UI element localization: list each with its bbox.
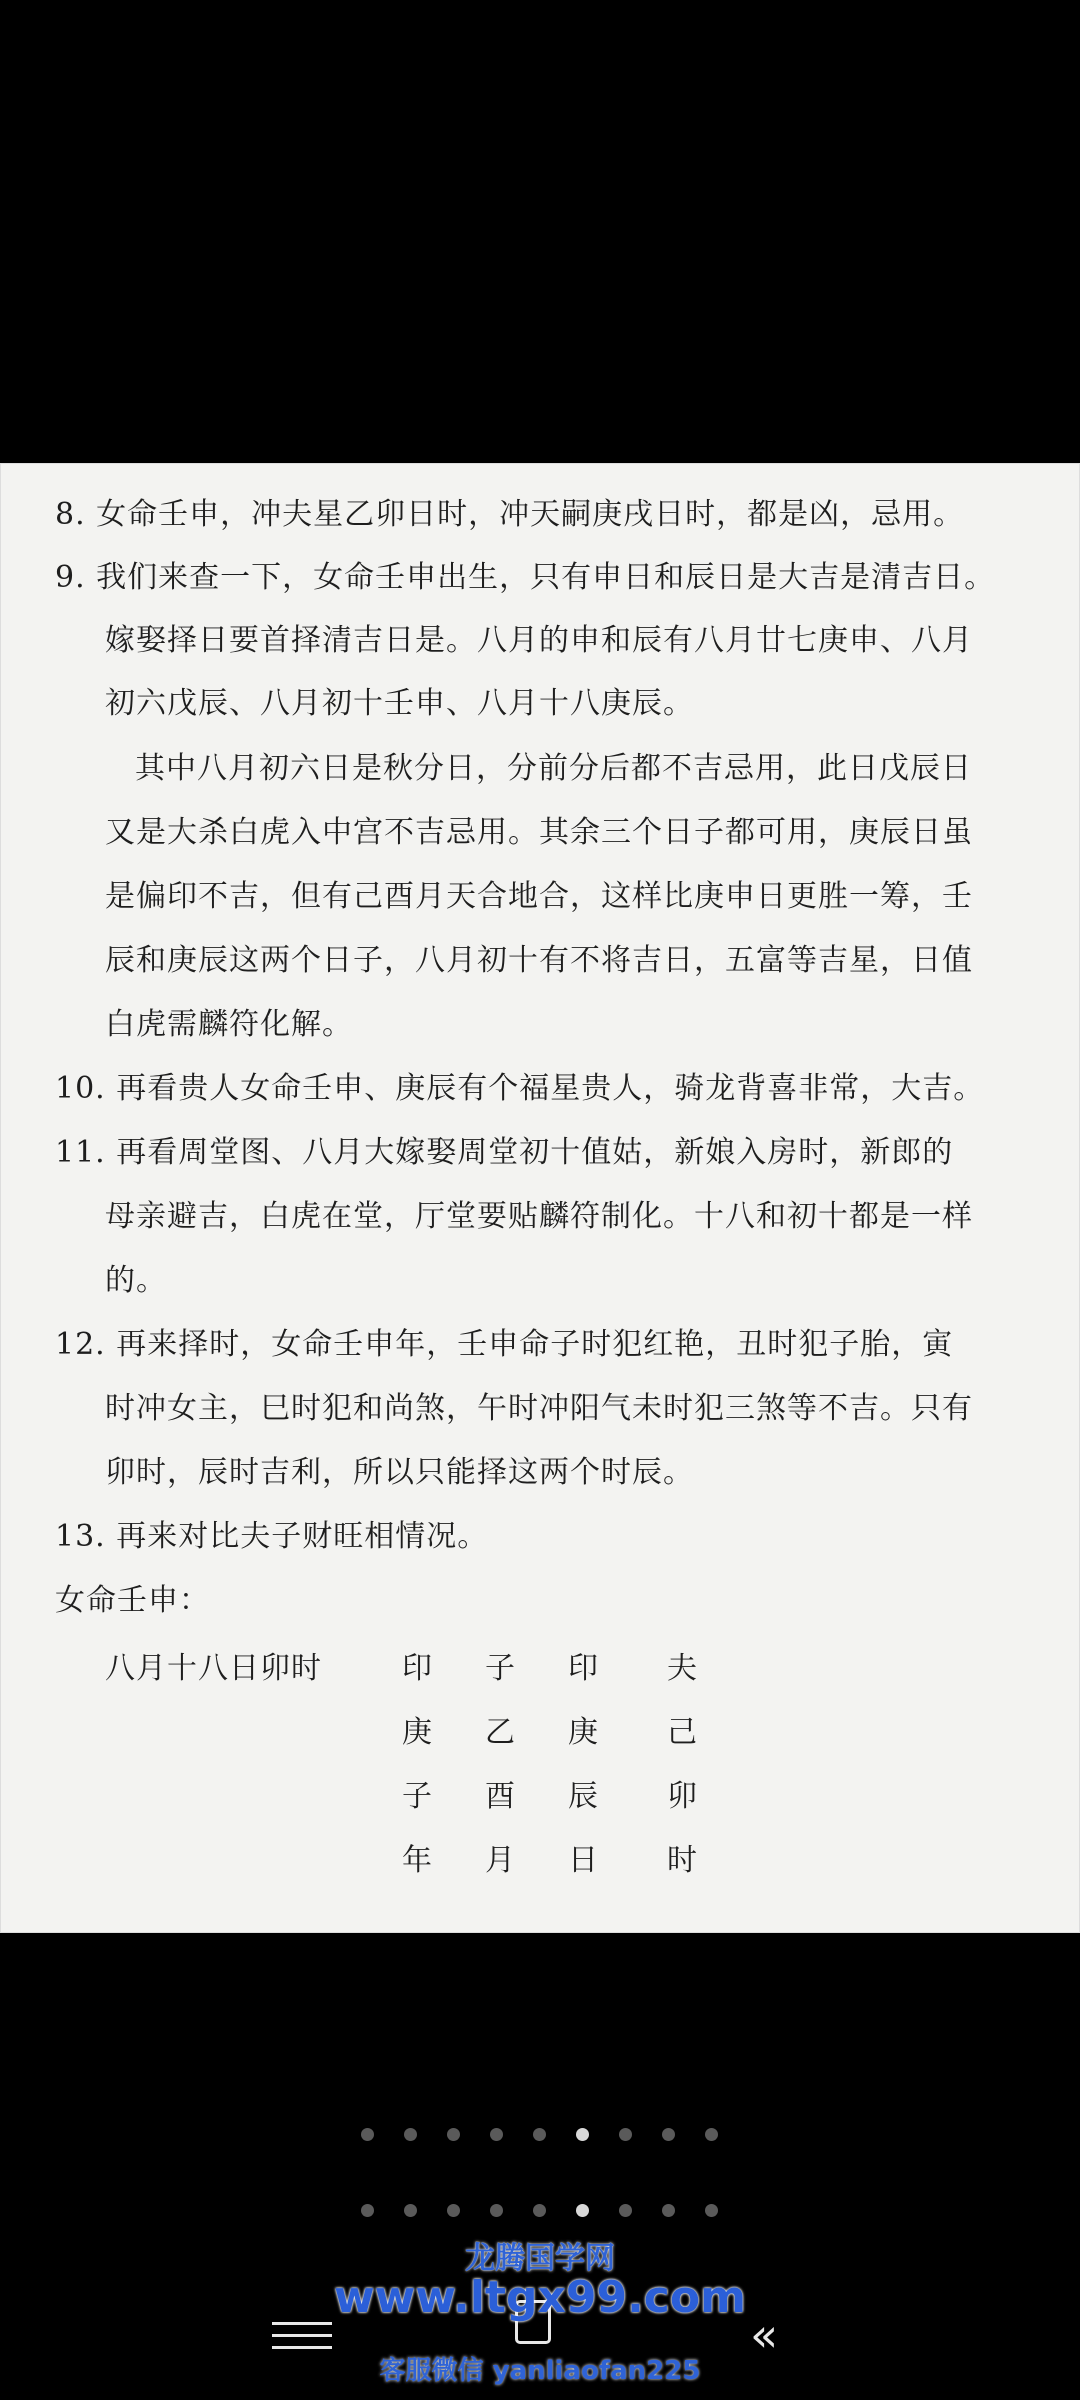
page-dot[interactable] <box>404 2204 417 2217</box>
page-dot[interactable] <box>447 2128 460 2141</box>
pillar-cell: 庚 <box>568 1715 598 1750</box>
pillar-cell: 辰 <box>568 1779 598 1814</box>
page-dot[interactable] <box>404 2128 417 2141</box>
page-dot[interactable] <box>662 2128 675 2141</box>
watermark-contact: 客服微信 yanliaofan225 <box>379 2356 701 2386</box>
page-dot[interactable] <box>705 2204 718 2217</box>
pillar-cell: 卯 <box>667 1779 697 1814</box>
watermark-title: 龙腾国学网 <box>465 2241 615 2276</box>
pillar-cell: 子 <box>485 1651 515 1686</box>
page-dot[interactable] <box>447 2204 460 2217</box>
text-line: 母亲避吉，白虎在堂，厅堂要贴麟符制化。十八和初十都是一样 <box>105 1199 973 1234</box>
document-page <box>0 463 1080 1933</box>
pillar-cell: 庚 <box>402 1715 432 1750</box>
pillar-cell: 印 <box>568 1651 598 1686</box>
text-line: 又是大杀白虎入中宫不吉忌用。其余三个日子都可用，庚辰日虽 <box>105 815 973 850</box>
page-dot[interactable] <box>361 2128 374 2141</box>
pillar-cell: 时 <box>667 1843 697 1878</box>
pillar-cell: 年 <box>402 1843 432 1878</box>
text-line: 11. 再看周堂图、八月大嫁娶周堂初十值姑，新娘入房时，新郎的 <box>55 1135 954 1170</box>
pillar-cell: 酉 <box>485 1779 515 1814</box>
chart-label: 八月十八日卯时 <box>105 1651 322 1686</box>
text-line: 的。 <box>105 1263 167 1298</box>
text-line: 嫁娶择日要首择清吉日是。八月的申和辰有八月廿七庚申、八月 <box>105 623 973 658</box>
text-line: 12. 再来择时，女命壬申年，壬申命子时犯红艳，丑时犯子胎，寅 <box>55 1327 954 1362</box>
pillar-cell: 子 <box>402 1779 432 1814</box>
page-dot[interactable] <box>705 2128 718 2141</box>
page-dot-active[interactable] <box>576 2204 589 2217</box>
page-indicator[interactable] <box>0 2125 1080 2145</box>
pillar-cell: 日 <box>568 1843 598 1878</box>
page-dot[interactable] <box>619 2204 632 2217</box>
page-dot[interactable] <box>533 2128 546 2141</box>
text-line: 女命壬申： <box>55 1583 210 1618</box>
page-dot[interactable] <box>533 2204 546 2217</box>
text-line: 13. 再来对比夫子财旺相情况。 <box>55 1519 489 1554</box>
text-line: 8. 女命壬申，冲夫星乙卯日时，冲天嗣庚戌日时，都是凶，忌用。 <box>55 497 965 532</box>
pillar-cell: 月 <box>485 1843 515 1878</box>
text-line: 时冲女主，巳时犯和尚煞，午时冲阳气未时犯三煞等不吉。只有 <box>105 1391 973 1426</box>
page-indicator-secondary[interactable] <box>0 2201 1080 2221</box>
text-line: 10. 再看贵人女命壬申、庚辰有个福星贵人，骑龙背喜非常，大吉。 <box>55 1071 985 1106</box>
page-dot[interactable] <box>490 2204 503 2217</box>
text-line: 9. 我们来查一下，女命壬申出生，只有申日和辰日是大吉是清吉日。 <box>55 560 996 595</box>
watermark-url: www.ltgx99.com <box>334 2272 746 2323</box>
pillar-cell: 己 <box>667 1715 697 1750</box>
pillar-cell: 夫 <box>667 1651 697 1686</box>
pillar-cell: 印 <box>402 1651 432 1686</box>
page-dot[interactable] <box>619 2128 632 2141</box>
page-dot[interactable] <box>662 2204 675 2217</box>
back-icon[interactable]: « <box>750 2308 779 2362</box>
text-line: 初六戊辰、八月初十壬申、八月十八庚辰。 <box>105 686 694 721</box>
page-dot[interactable] <box>361 2204 374 2217</box>
text-line: 卯时，辰时吉利，所以只能择这两个时辰。 <box>105 1455 694 1490</box>
text-line: 辰和庚辰这两个日子，八月初十有不将吉日，五富等吉星，日值 <box>105 943 973 978</box>
pillar-cell: 乙 <box>485 1715 515 1750</box>
top-black-area <box>0 0 1080 463</box>
page-dot[interactable] <box>490 2128 503 2141</box>
text-line: 白虎需麟符化解。 <box>105 1007 353 1042</box>
page-dot-active[interactable] <box>576 2128 589 2141</box>
text-line: 其中八月初六日是秋分日，分前分后都不吉忌用，此日戊辰日 <box>135 751 972 786</box>
text-line: 是偏印不吉，但有己酉月天合地合，这样比庚申日更胜一筹，壬 <box>105 879 973 914</box>
